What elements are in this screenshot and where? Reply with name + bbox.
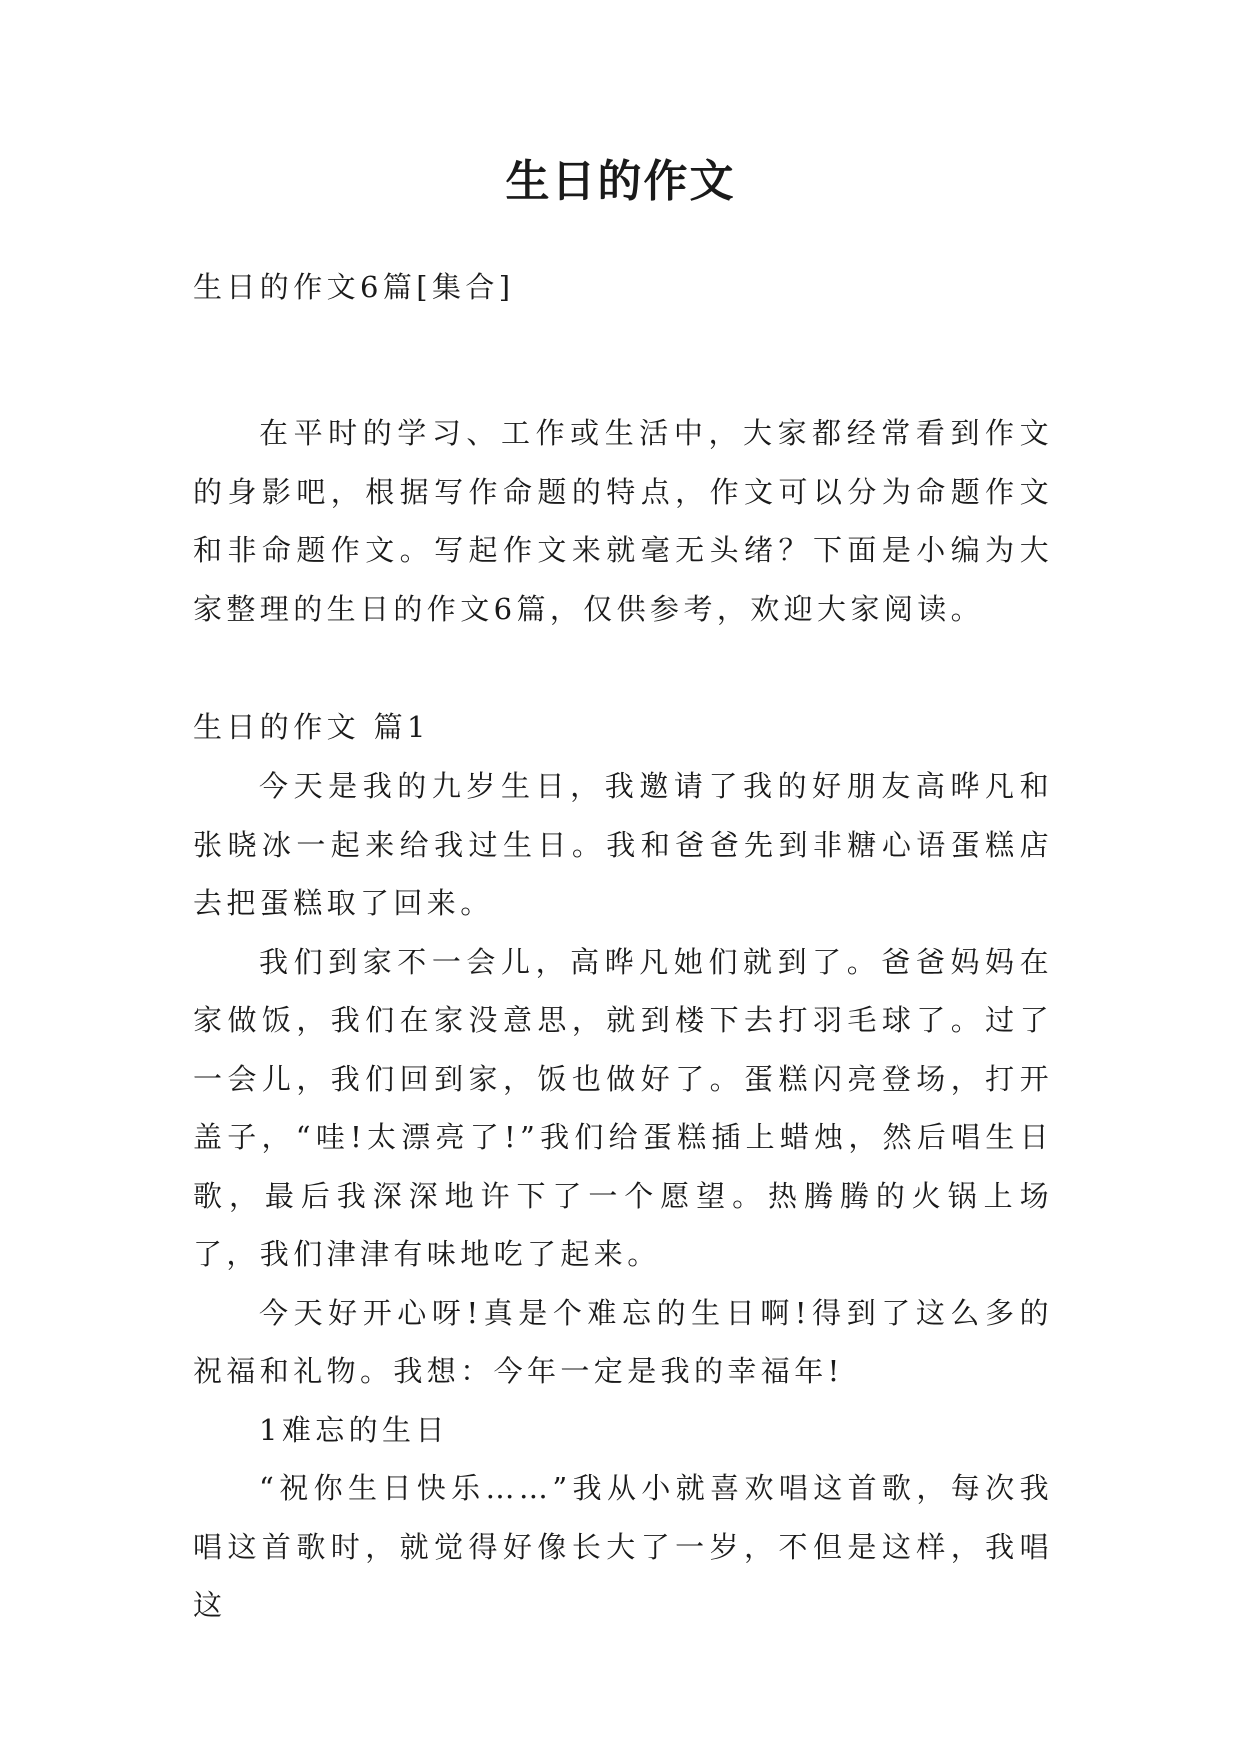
document-title: 生日的作文 (505, 156, 736, 207)
intro-paragraph: 在平时的学习、工作或生活中，大家都经常看到作文的身影吧，根据写作命题的特点，作文可以分为命题作文和非命题作文。写起作文来就毫无头绪？下面是小编为大家整理的生日的作文6篇，仅供参考，欢迎大家阅读。 (193, 416, 1053, 626)
section-heading: 生日的作文 篇1 (193, 710, 430, 744)
paragraph-3: 今天好开心呀!真是个难忘的生日啊!得到了这么多的祝福和礼物。我想：今年一定是我的幸福年! (193, 1295, 1053, 1388)
paragraph-1: 今天是我的九岁生日，我邀请了我的好朋友高晔凡和张晓冰一起来给我过生日。我和爸爸先到非糖心语蛋糕店去把蛋糕取了回来。 (193, 769, 1053, 920)
paragraph-2: 我们到家不一会儿，高晔凡她们就到了。爸爸妈妈在家做饭，我们在家没意思，就到楼下去打羽毛球了。过了一会儿，我们回到家，饭也做好了。蛋糕闪亮登场，打开盖子，“哇!太漂亮了!”我们给蛋糕插上蜡烛，然后唱生日歌，最后我深深地许下了一个愿望。热腾腾的火锅上场了，我们津津有味地吃了起来。 (193, 944, 1053, 1271)
paragraph-4: “祝你生日快乐……”我从小就喜欢唱这首歌，每次我唱这首歌时，就觉得好像长大了一岁，不但是这样，我唱这 (193, 1471, 1053, 1622)
document-subtitle: 生日的作文6篇[集合] (193, 270, 515, 304)
essay-content (193, 757, 1053, 1635)
intro-block (193, 404, 1053, 638)
sub-heading: 1难忘的生日 (259, 1412, 449, 1447)
